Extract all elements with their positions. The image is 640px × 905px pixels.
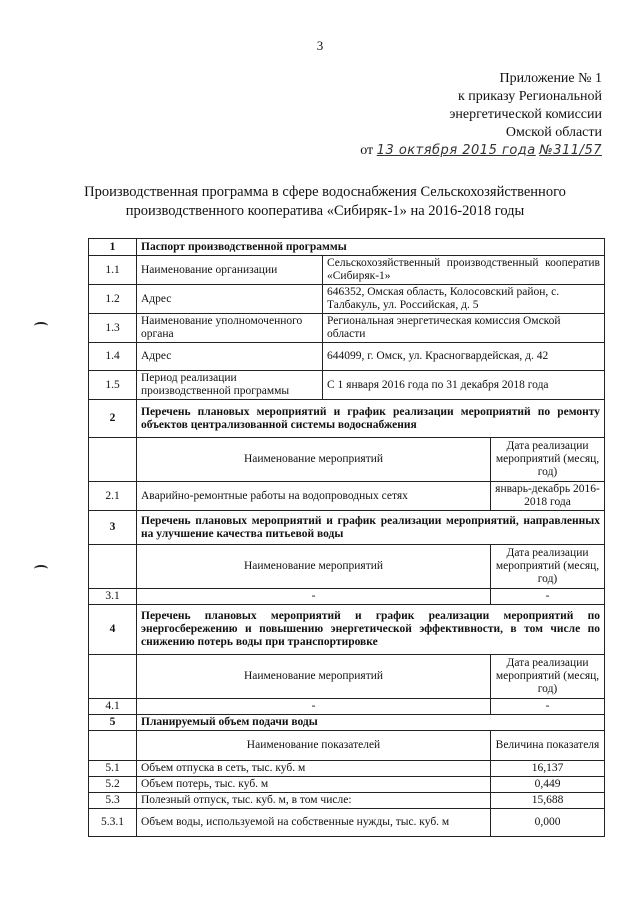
section-title: Паспорт производственной программы	[137, 239, 605, 256]
row-value: 16,137	[491, 761, 605, 777]
row-value: Сельскохозяйственный производственный кооператив «Сибиряк-1»	[323, 256, 605, 285]
empty-cell	[89, 655, 137, 699]
order-prefix: от	[360, 143, 374, 158]
row-date: -	[491, 699, 605, 715]
row-name: -	[137, 699, 491, 715]
appendix-order-ref: к приказу Региональной	[457, 89, 602, 104]
row-number: 1.1	[89, 256, 137, 285]
order-number: №311/57	[539, 143, 602, 158]
production-program-table	[88, 238, 605, 837]
punch-hole-mark	[34, 565, 48, 573]
row-name: Объем воды, используемой на собственные нужды, тыс. куб. м	[137, 809, 491, 837]
empty-cell	[89, 545, 137, 589]
section-number: 3	[89, 511, 137, 545]
column-header-indicator: Наименование показателей	[137, 731, 491, 761]
row-number: 3.1	[89, 589, 137, 605]
appendix-commission: энергетической комиссии	[449, 107, 602, 122]
table-row	[89, 777, 605, 793]
table-row	[89, 482, 605, 511]
row-number: 5.2	[89, 777, 137, 793]
table-row	[89, 699, 605, 715]
order-line	[360, 142, 602, 160]
column-header-row	[89, 545, 605, 589]
row-name: Объем потерь, тыс. куб. м	[137, 777, 491, 793]
column-header-row	[89, 438, 605, 482]
row-name: -	[137, 589, 491, 605]
row-value: 644099, г. Омск, ул. Красногвардейская, д. 42	[323, 343, 605, 371]
section-number: 5	[89, 715, 137, 731]
column-header-row	[89, 655, 605, 699]
section-title: Перечень плановых мероприятий и график реализации мероприятий по ремонту объектов централизованной системы водоснабжения	[137, 400, 605, 438]
column-header-name: Наименование мероприятий	[137, 545, 491, 589]
document-title-line-2: производственного кооператива «Сибиряк-1» на 2016-2018 годы	[125, 203, 525, 219]
column-header-date: Дата реализации мероприятий (месяц, год)	[491, 655, 605, 699]
row-number: 5.1	[89, 761, 137, 777]
section-row	[89, 605, 605, 655]
row-number: 5.3.1	[89, 809, 137, 837]
row-date: -	[491, 589, 605, 605]
row-value: С 1 января 2016 года по 31 декабря 2018 года	[323, 371, 605, 400]
column-header-row	[89, 731, 605, 761]
row-label: Период реализации производственной программы	[137, 371, 323, 400]
column-header-value: Величина показателя	[491, 731, 605, 761]
appendix-block	[360, 70, 602, 160]
row-value: 646352, Омская область, Колосовский район, с. Талбакуль, ул. Российская, д. 5	[323, 285, 605, 314]
section-number: 4	[89, 605, 137, 655]
row-label: Наименование уполномоченного органа	[137, 314, 323, 343]
order-date: 13 октября 2015 года	[376, 143, 536, 158]
table-row	[89, 314, 605, 343]
row-name: Аварийно-ремонтные работы на водопроводных сетях	[137, 482, 491, 511]
row-value: 0,000	[491, 809, 605, 837]
row-number: 1.4	[89, 343, 137, 371]
row-name: Объем отпуска в сеть, тыс. куб. м	[137, 761, 491, 777]
document-title	[40, 183, 610, 221]
column-header-name: Наименование мероприятий	[137, 438, 491, 482]
table-row	[89, 371, 605, 400]
table-row	[89, 589, 605, 605]
row-number: 1.2	[89, 285, 137, 314]
section-row	[89, 511, 605, 545]
row-number: 4.1	[89, 699, 137, 715]
table-row	[89, 793, 605, 809]
row-label: Адрес	[137, 285, 323, 314]
section-number: 1	[89, 239, 137, 256]
table-row	[89, 809, 605, 837]
table-row	[89, 256, 605, 285]
appendix-title: Приложение № 1	[499, 71, 602, 86]
table-row	[89, 285, 605, 314]
appendix-region: Омской области	[505, 125, 602, 140]
row-number: 5.3	[89, 793, 137, 809]
section-row	[89, 400, 605, 438]
document-title-line-1: Производственная программа в сфере водоснабжения Сельскохозяйственного	[84, 184, 566, 200]
table-row	[89, 343, 605, 371]
row-label: Наименование организации	[137, 256, 323, 285]
section-title: Планируемый объем подачи воды	[137, 715, 605, 731]
column-header-name: Наименование мероприятий	[137, 655, 491, 699]
section-title: Перечень плановых мероприятий и график реализации мероприятий по энергосбережению и повышению энергетической эффективности, в том числе по снижению потерь воды при транспортировке	[137, 605, 605, 655]
column-header-date: Дата реализации мероприятий (месяц, год)	[491, 545, 605, 589]
section-row	[89, 239, 605, 256]
page-number: 3	[316, 38, 324, 53]
empty-cell	[89, 438, 137, 482]
section-number: 2	[89, 400, 137, 438]
row-number: 1.5	[89, 371, 137, 400]
row-value: Региональная энергетическая комиссия Омской области	[323, 314, 605, 343]
row-label: Адрес	[137, 343, 323, 371]
row-number: 2.1	[89, 482, 137, 511]
row-date: январь-декабрь 2016-2018 года	[491, 482, 605, 511]
table-row	[89, 761, 605, 777]
row-value: 0,449	[491, 777, 605, 793]
punch-hole-mark	[34, 322, 48, 330]
column-header-date: Дата реализации мероприятий (месяц, год)	[491, 438, 605, 482]
section-title: Перечень плановых мероприятий и график реализации мероприятий, направленных на улучшение качества питьевой воды	[137, 511, 605, 545]
empty-cell	[89, 731, 137, 761]
row-number: 1.3	[89, 314, 137, 343]
row-value: 15,688	[491, 793, 605, 809]
section-row	[89, 715, 605, 731]
row-name: Полезный отпуск, тыс. куб. м, в том числе:	[137, 793, 491, 809]
